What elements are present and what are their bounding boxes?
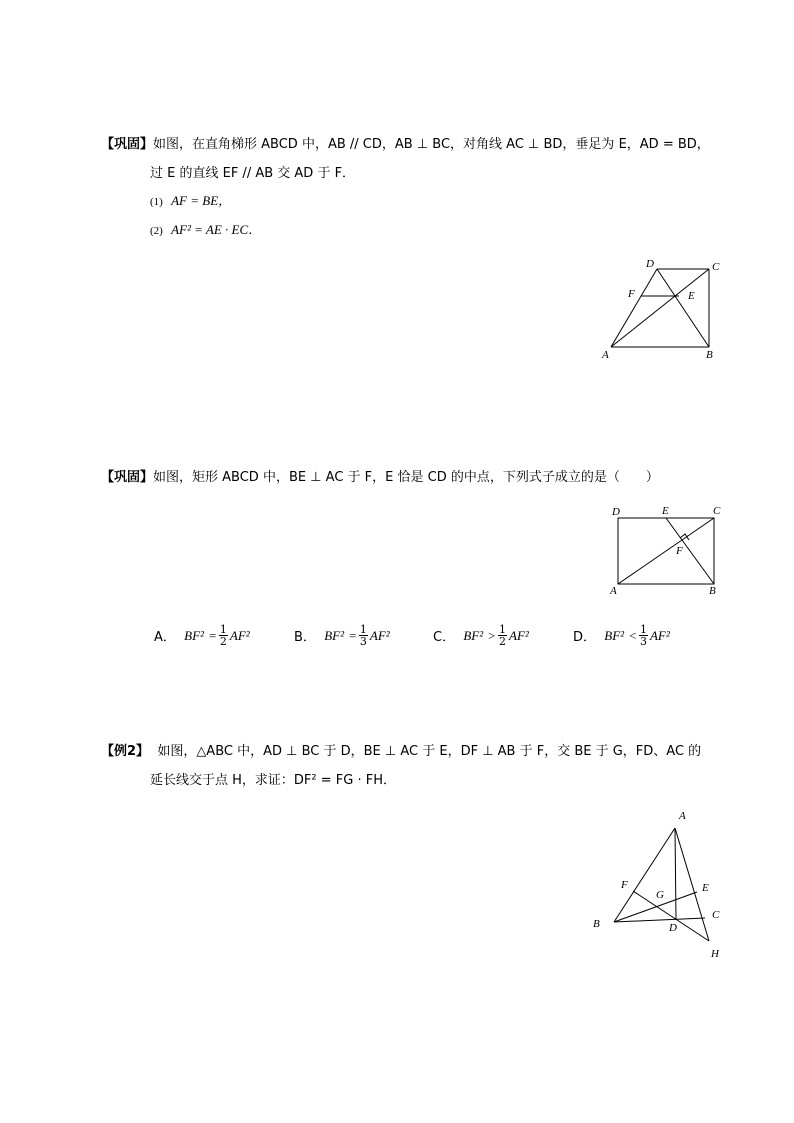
- label-B: B: [706, 349, 713, 361]
- fraction: $\frac{1}{3}$: [639, 623, 647, 648]
- label-A: A: [679, 810, 686, 822]
- label-F: F: [621, 879, 628, 891]
- option-c[interactable]: C． BF² > $\frac{1}{2}$ AF²: [433, 623, 529, 648]
- label-D: D: [669, 922, 677, 934]
- problem1-line2: 过 E 的直线 EF // AB 交 AD 于 F．: [150, 166, 356, 181]
- fraction: $\frac{1}{2}$: [219, 623, 227, 648]
- label-A: A: [610, 585, 617, 597]
- fraction: $\frac{1}{2}$: [499, 623, 507, 648]
- problem3-text-line1: 如图，△ABC 中，AD ⊥ BC 于 D，BE ⊥ AC 于 E，DF ⊥ AB 于 F，交 BE 于 G，FD、AC 的: [157, 744, 702, 759]
- label-B: B: [593, 918, 600, 930]
- part2-number: (2): [150, 225, 163, 237]
- label-C: C: [712, 261, 720, 273]
- problem2-tag: 【巩固】: [101, 470, 154, 485]
- label-E: E: [662, 505, 669, 517]
- problem1-tag: 【巩固】: [101, 137, 154, 152]
- option-d[interactable]: D． BF² < $\frac{1}{3}$ AF²: [573, 623, 670, 648]
- seg-AB: [614, 828, 675, 922]
- part1-number: (1): [150, 196, 163, 208]
- option-b[interactable]: B． BF² = $\frac{1}{3}$ AF²: [294, 623, 390, 648]
- problem3-text-line2: 延长线交于点 H，求证：DF² = FG · FH．: [150, 773, 396, 788]
- label-A: A: [602, 349, 609, 361]
- problem1-text-line1: 如图，在直角梯形 ABCD 中，AB // CD，AB ⊥ BC，对角线 AC ⊥ BD，垂足为 E，AD = BD，: [153, 137, 710, 152]
- problem2-text-line1: 如图，矩形 ABCD 中，BE ⊥ AC 于 F，E 恰是 CD 的中点，下列式子成立的是（ ）: [153, 470, 659, 485]
- seg-BC: [614, 918, 705, 922]
- label-F: F: [676, 545, 683, 557]
- label-D: D: [612, 506, 620, 518]
- part2-formula: AF² = AE · EC．: [171, 222, 262, 237]
- label-C: C: [713, 505, 721, 517]
- part1-formula: AF = BE，: [171, 193, 232, 208]
- problem3-tag: 【例2】: [101, 744, 150, 759]
- label-E: E: [688, 290, 695, 302]
- label-G: G: [656, 889, 664, 901]
- label-C: C: [712, 909, 720, 921]
- seg-AD: [675, 828, 676, 920]
- fraction: $\frac{1}{3}$: [359, 623, 367, 648]
- label-H: H: [711, 948, 719, 960]
- label-D: D: [646, 258, 654, 270]
- label-E: E: [702, 882, 709, 894]
- label-B: B: [709, 585, 716, 597]
- option-a[interactable]: A． BF² = $\frac{1}{2}$ AF²: [154, 623, 250, 648]
- label-F: F: [628, 288, 635, 300]
